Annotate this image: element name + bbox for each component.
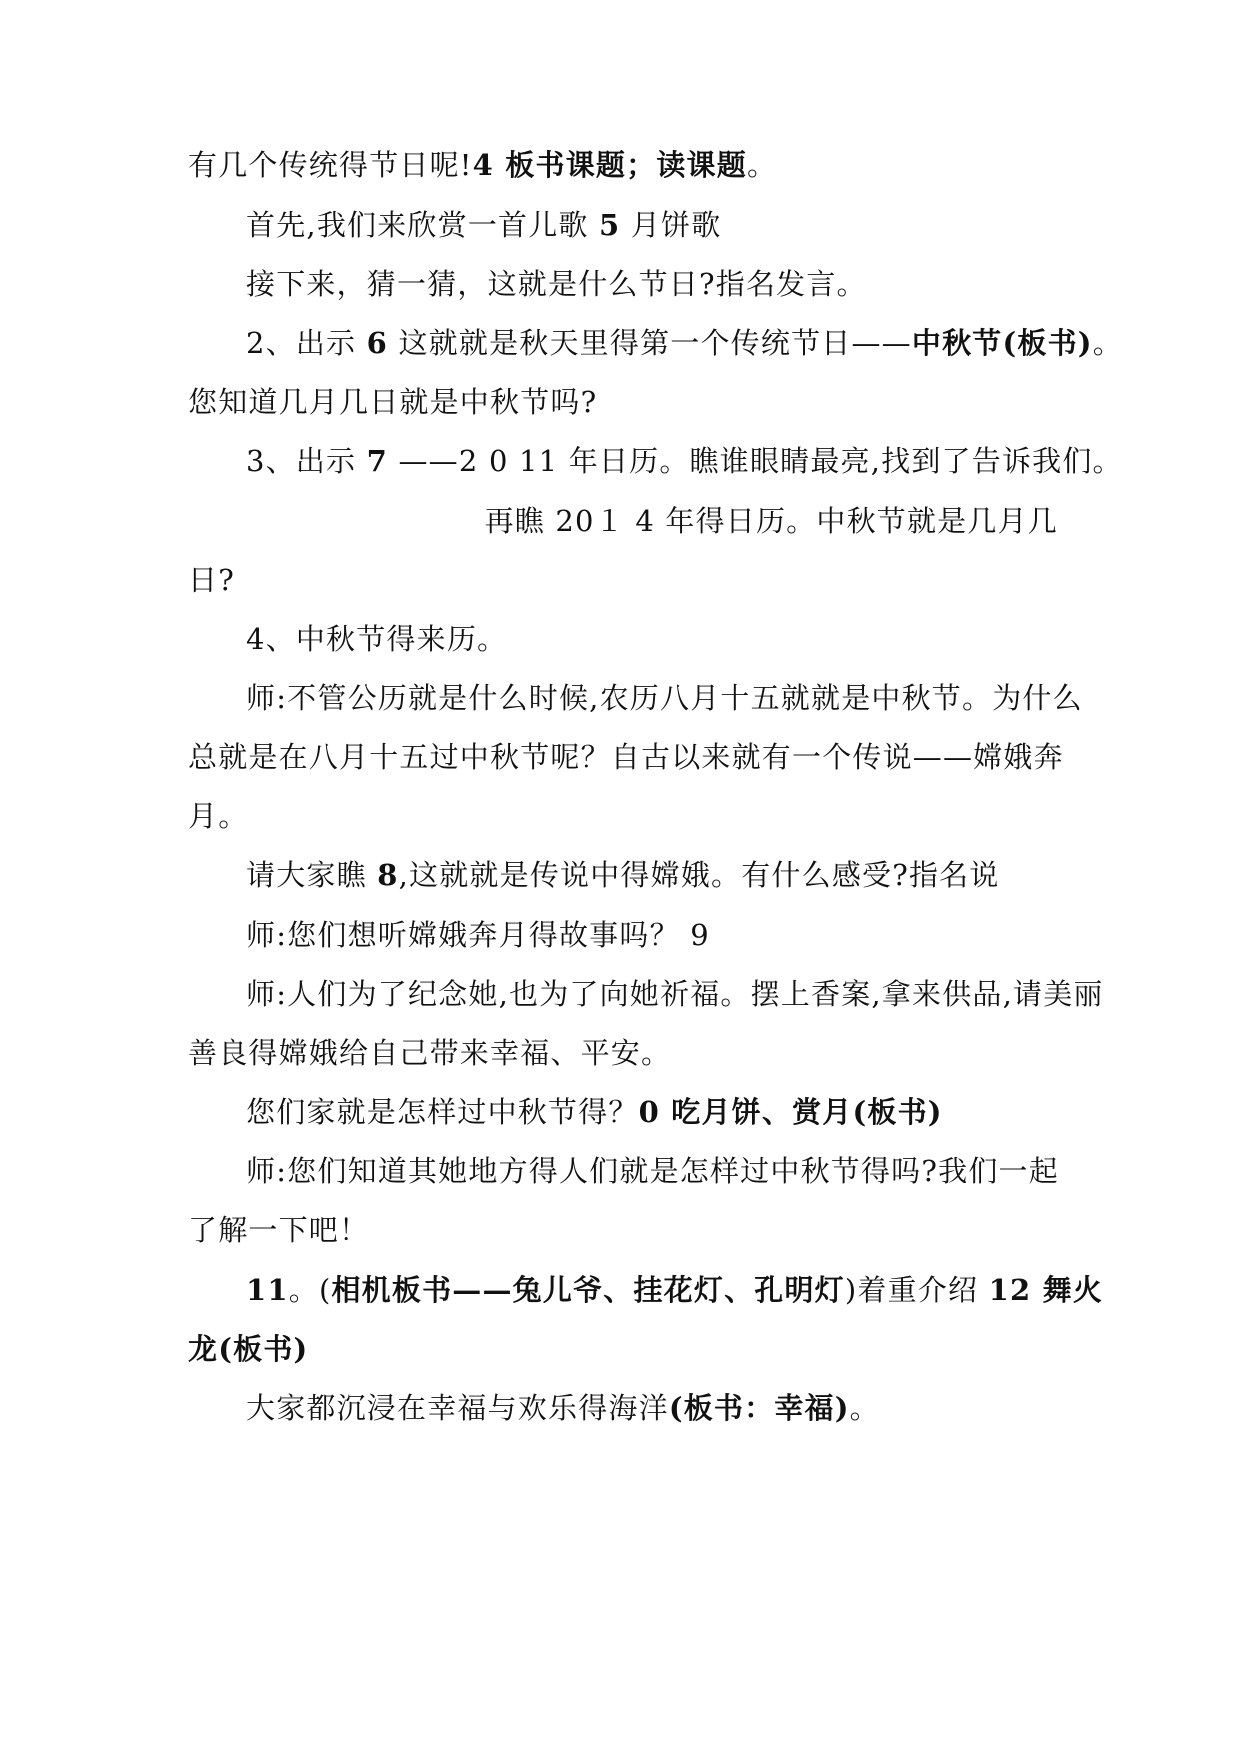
text-run: 有几个传统得节日呢! xyxy=(188,148,473,182)
text-run: 师:您们想听嫦娥奔月得故事吗？ 9 xyxy=(246,918,710,952)
text-line xyxy=(246,264,1058,304)
text-run: 这就就是秋天里得第一个传统节日—— xyxy=(388,326,912,360)
bold-text-run: 11 xyxy=(246,1273,289,1307)
text-run: 师:不管公历就是什么时候,农历八月十五就就是中秋节。为什么 xyxy=(246,681,1083,715)
text-run: 接下来，猜一猜，这就是什么节日?指名发言。 xyxy=(246,267,867,301)
text-line xyxy=(188,145,1058,185)
bold-text-run: 4 板书课题；读课题 xyxy=(472,148,747,182)
text-run: 总就是在八月十五过中秋节呢？自古以来就有一个传说——嫦娥奔 xyxy=(188,740,1064,774)
text-line xyxy=(188,796,1058,836)
bold-text-run: 8 xyxy=(377,858,399,892)
text-line xyxy=(188,560,1058,600)
bold-text-run: 5 xyxy=(599,208,621,242)
text-run: ,这就就是传说中得嫦娥。有什么感受?指名说 xyxy=(398,858,1000,892)
text-run: 月饼歌 xyxy=(620,208,722,242)
text-line xyxy=(188,1033,1058,1073)
text-run: 请大家瞧 xyxy=(246,858,378,892)
text-line xyxy=(246,1092,1058,1132)
text-run: 大家都沉浸在幸福与欢乐得海洋 xyxy=(246,1391,669,1425)
text-line xyxy=(246,323,1123,363)
text-run: 日? xyxy=(188,563,235,597)
text-line xyxy=(246,1388,1058,1428)
bold-text-run: 龙(板书) xyxy=(188,1332,309,1366)
text-run: 。( xyxy=(288,1273,332,1307)
text-run: 再瞧 20１ 4 年得日历。中秋节就是几月几 xyxy=(484,504,1058,538)
text-line xyxy=(188,1210,1058,1250)
bold-text-run: 6 xyxy=(366,326,389,360)
text-line xyxy=(188,382,1058,422)
text-run: 4、中秋节得来历。 xyxy=(246,622,508,656)
bold-text-run: 7 xyxy=(366,444,389,478)
bold-text-run: 相机板书——兔儿爷、挂花灯、孔明灯 xyxy=(331,1273,845,1307)
text-run: 。 xyxy=(849,1391,880,1425)
text-run: 师:您们知道其她地方得人们就是怎样过中秋节得吗?我们一起 xyxy=(246,1154,1059,1188)
text-line xyxy=(246,855,1058,895)
text-run: 您们家就是怎样过中秋节得？ xyxy=(246,1095,639,1129)
text-line xyxy=(188,1329,1058,1369)
text-run: 您知道几月几日就是中秋节吗? xyxy=(188,385,598,419)
text-line xyxy=(188,737,1064,777)
text-run: 月。 xyxy=(188,799,249,833)
text-run: 3、出示 xyxy=(246,444,367,478)
text-line xyxy=(246,441,1123,481)
bold-text-run: 0 吃月饼、赏月(板书) xyxy=(638,1095,943,1129)
bold-text-run: (板书：幸福) xyxy=(668,1391,850,1425)
text-run: 。 xyxy=(1092,326,1123,360)
text-run: ——2 0 11 年日历。瞧谁眼睛最亮,找到了告诉我们。 xyxy=(388,444,1123,478)
text-run: 2、出示 xyxy=(246,326,367,360)
text-line xyxy=(246,1270,1104,1310)
text-line xyxy=(246,619,1058,659)
text-run: 了解一下吧！ xyxy=(188,1213,370,1247)
text-run: 首先,我们来欣赏一首儿歌 xyxy=(246,208,600,242)
text-line xyxy=(246,678,1083,718)
text-line xyxy=(188,501,1058,541)
text-run: )着重介绍 xyxy=(844,1273,989,1307)
text-line xyxy=(246,205,1058,245)
text-line xyxy=(246,1151,1058,1191)
bold-text-run: 中秋节(板书) xyxy=(911,326,1093,360)
text-run: 善良得嫦娥给自己带来幸福、平安。 xyxy=(188,1036,672,1070)
text-run: 。 xyxy=(746,148,778,182)
text-run: 师:人们为了纪念她,也为了向她祈福。摆上香案,拿来供品,请美丽 xyxy=(246,977,1104,1011)
text-line xyxy=(246,974,1104,1014)
text-line xyxy=(246,915,1058,955)
bold-text-run: 12 舞火 xyxy=(988,1273,1104,1307)
